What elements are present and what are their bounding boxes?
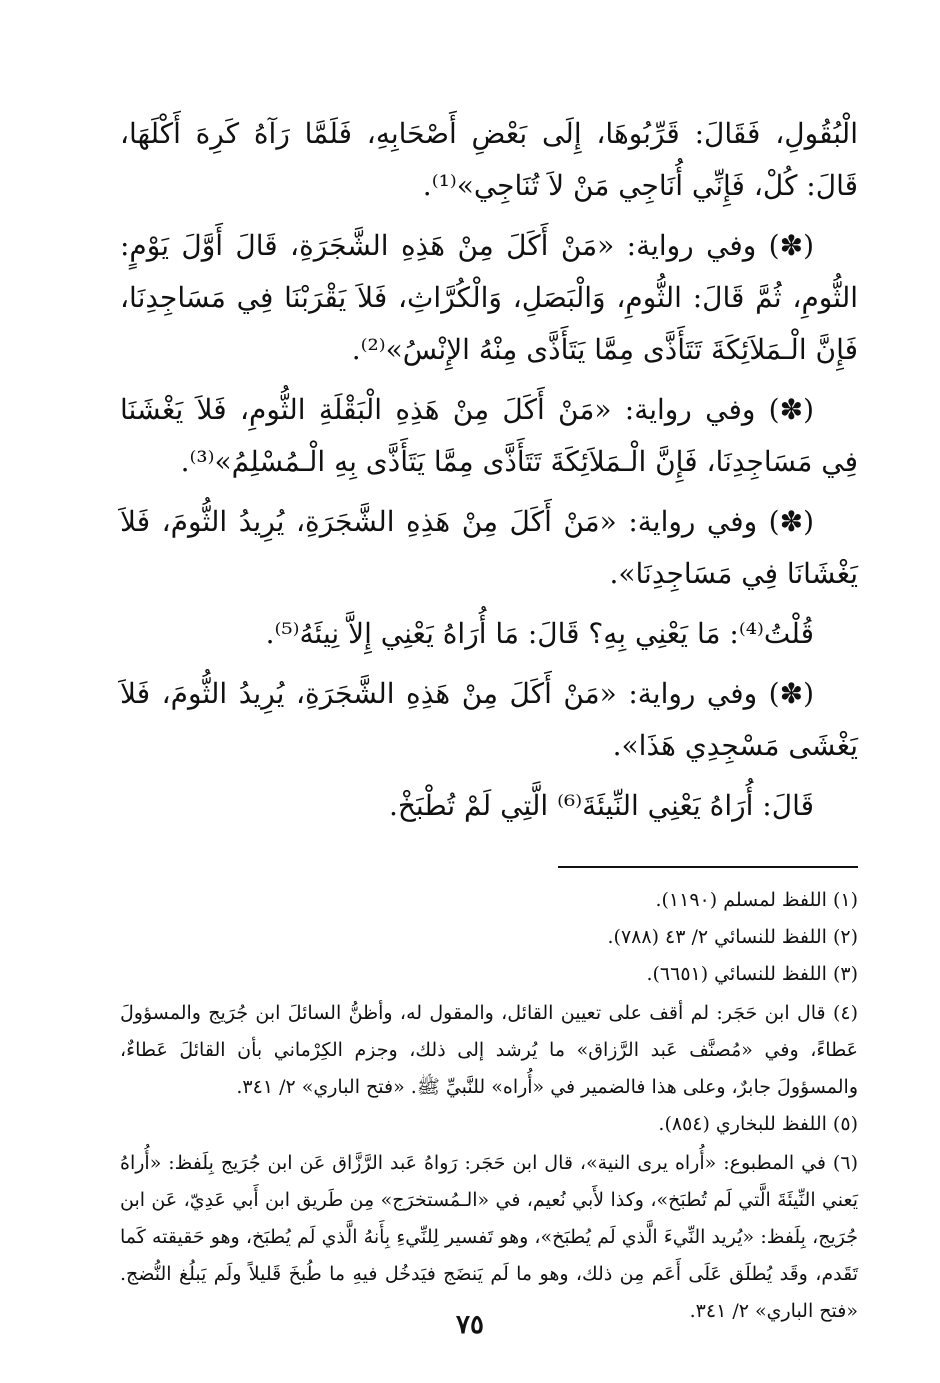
footnote-separator (558, 866, 858, 868)
paragraph-1: الْبُقُولِ، فَقَالَ: قَرِّبُوهَا، إِلَى بَعْضِ أَصْحَابِهِ، فَلَمَّا رَآهُ كَرِهَ أَكْلَهَا، قَالَ: كُلْ، فَإِنِّي أُنَاجِي مَنْ لاَ تُنَاجِي»⁽¹⁾. (120, 117, 858, 202)
paragraph-2: (✽) وفي رواية: «مَنْ أَكَلَ مِنْ هَذِهِ الشَّجَرَةِ، قَالَ أَوَّلَ يَوْمٍ: الثُّومِ، ثُمَّ قَالَ: الثُّومِ، وَالْبَصَلِ، وَالْكُرَّاثِ، فَلاَ يَقْرَبْنَا فِي مَسَاجِدِنَا، فَإِنَّ الْـمَلاَئِكَةَ تَتَأَذَّى مِمَّا يَتَأَذَّى مِنْهُ الإِنْسُ»⁽²⁾. (120, 229, 858, 366)
footnote-2: (٢) اللفظ للنسائي ٢/ ٤٣ (٧٨٨). (607, 926, 858, 948)
paragraph-5: قُلْتُ⁽⁴⁾: مَا يَعْنِي بِهِ؟ قَالَ: مَا أُرَاهُ يَعْنِي إِلاَّ نِيئَهُ⁽⁵⁾. (265, 617, 814, 650)
footnote-5: (٥) اللفظ للبخاري (٨٥٤). (658, 1113, 858, 1135)
paragraph-7: قَالَ: أُرَاهُ يَعْنِي النِّيئَةَ⁽⁶⁾ الَّتِي لَمْ تُطْبَخْ. (388, 789, 814, 822)
footnote-6: (٦) في المطبوع: «أُراه يرى النية»، قال ابن حَجَر: رَواهُ عَبد الرَّزَّاق عَن ابن جُرَيج بِلَفظ: «أُراهُ يَعني النِّيئَةَ الَّتي لَم تُطبَخ»، وكذا لأَبي نُعيم، في «الـمُستخرَج» مِن طَريق ابن أَبي عَدِيّ، عَن ابن جُرَيج، بِلَفظ: «يُريد النِّيءَ الَّذي لَم يُطبَخ»، وهو تَفسير لِلنِّيءِ بِأَنهُ الَّذي لَم يُطبَخ، وهو حَقيقته كَما تَقَدم، وقَد يُطلَق عَلَى أَعَم مِن ذلك، وهو ما لَم يَنضَج فيَدخُل فيهِ ما طُبخَ قَليلاً ولَم يَبلُغ النُّضج. «فتح الباري» ٢/ ٣٤١. (120, 1152, 858, 1322)
paragraph-3: (✽) وفي رواية: «مَنْ أَكَلَ مِنْ هَذِهِ الْبَقْلَةِ الثُّومِ، فَلاَ يَغْشَنَا فِي مَسَاجِدِنَا، فَإِنَّ الْـمَلاَئِكَةَ تَتَأَذَّى مِمَّا يَتَأَذَّى بِهِ الْـمُسْلِمُ»⁽³⁾. (120, 393, 858, 478)
footnote-3: (٣) اللفظ للنسائي (٦٦٥١). (646, 963, 858, 985)
main-text (120, 108, 858, 832)
paragraph-6: (✽) وفي رواية: «مَنْ أَكَلَ مِنْ هَذِهِ الشَّجَرَةِ، يُرِيدُ الثُّومَ، فَلاَ يَغْشَى مَسْجِدِي هَذَا». (120, 677, 858, 762)
page-number: ٧٥ (456, 1310, 484, 1340)
paragraph-4: (✽) وفي رواية: «مَنْ أَكَلَ مِنْ هَذِهِ الشَّجَرَةِ، يُرِيدُ الثُّومَ، فَلاَ يَغْشَانَا فِي مَسَاجِدِنَا». (120, 505, 858, 590)
footnote-4: (٤) قال ابن حَجَر: لم أقف على تعيين القائل، والمقول له، وأظنُّ السائلَ ابن جُرَيج والمسؤولَ عَطاءً، وفي «مُصنَّف عَبد الرَّزاق» ما يُرشد إلى ذلك، وجزم الكِرْماني بأن القائلَ عَطاءٌ، والمسؤولَ جابرٌ، وعلى هذا فالضمير في «أُراه» للنَّبيِّ ﷺ. «فتح الباري» ٢/ ٣٤١. (120, 1002, 858, 1098)
footnotes (120, 882, 858, 1330)
footnote-1: (١) اللفظ لمسلم (١١٩٠). (655, 889, 858, 911)
page (120, 108, 858, 1330)
